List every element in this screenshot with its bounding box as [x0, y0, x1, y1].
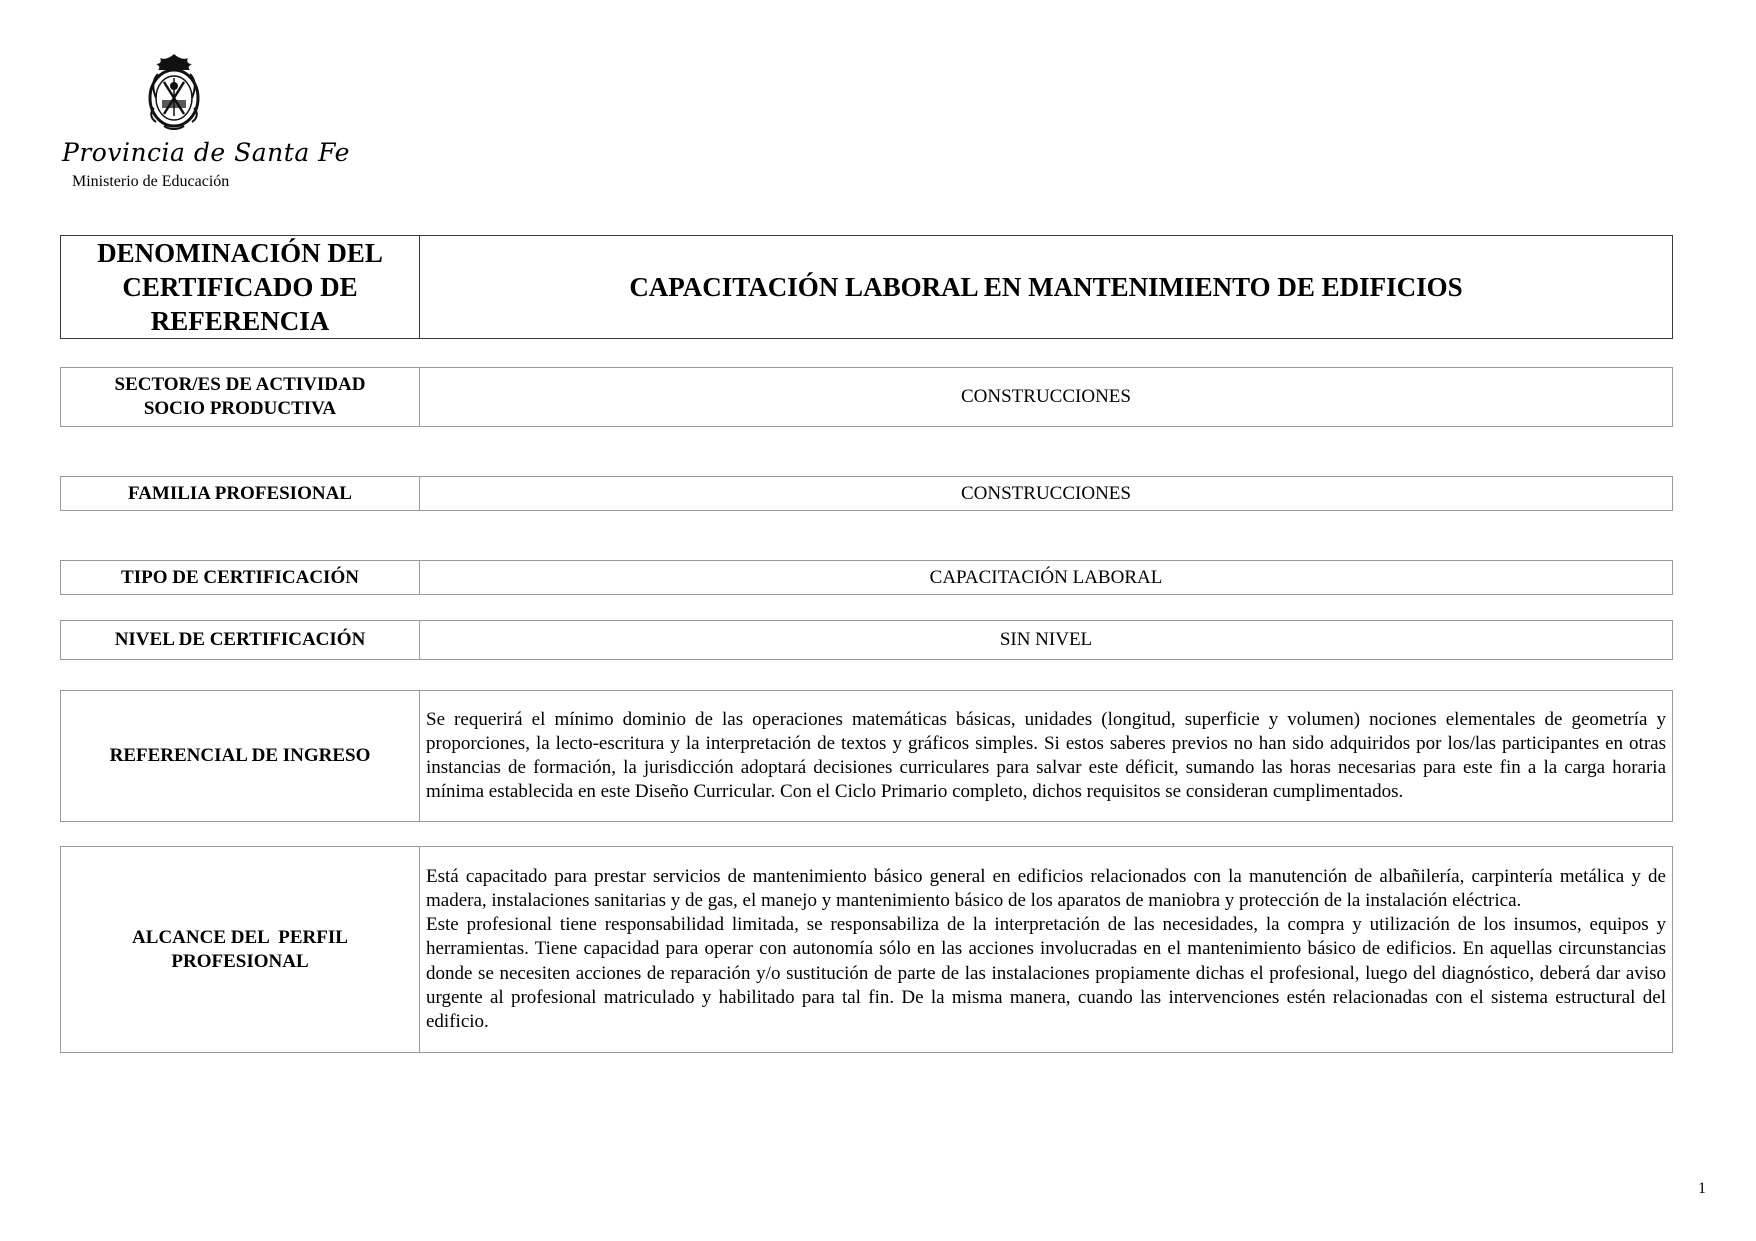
- certificate-name-value: CAPACITACIÓN LABORAL EN MANTENIMIENTO DE EDIFICIOS: [420, 236, 1673, 339]
- profile-scope-paragraph: Este profesional tiene responsabilidad limitada, se responsabiliza de la interpretación de las necesidades, la compra y utilización de los insumos, equipos y herramientas. Tiene capacidad para operar con autonomía sólo en las acciones involucradas en el mantenimiento básico de edificios. En aquellas circunstancias donde se necesiten acciones de reparación y/o sustitución de parte de las instalaciones propiamente dichas el profesional, luego del diagnóstico, deberá dar aviso urgente al profesional matriculado y habilitado para tal fin. De la misma manera, cuando las intervenciones estén relacionadas con el sistema estructural del edificio.: [426, 914, 1666, 1032]
- family-table: [60, 476, 1673, 511]
- certification-type-label: TIPO DE CERTIFICACIÓN: [61, 561, 420, 595]
- profile-scope-text: [420, 847, 1673, 1053]
- provincial-crest-icon: [142, 52, 206, 132]
- entry-requirements-text: Se requerirá el mínimo dominio de las operaciones matemáticas básicas, unidades (longitud, superficie y volumen) nociones elementales de geometría y proporciones, la lecto-escritura y la interpretación de textos y gráficos simples. Si estos saberes previos no han sido adquiridos por los/las participantes en otras instancias de formación, la jurisdicción adoptará decisiones curriculares para salvar este déficit, sumando las horas necesarias para este fin a la carga horaria mínima establecida en este Diseño Curricular. Con el Ciclo Primario completo, dichos requisitos se consideran cumplimentados.: [420, 691, 1673, 822]
- certification-type-value: CAPACITACIÓN LABORAL: [420, 561, 1673, 595]
- sector-table: [60, 367, 1673, 427]
- family-value: CONSTRUCCIONES: [420, 477, 1673, 511]
- certificate-name-table: [60, 235, 1673, 339]
- sector-value: CONSTRUCCIONES: [420, 368, 1673, 427]
- profile-scope-label: ALCANCE DEL PERFIL PROFESIONAL: [61, 847, 420, 1053]
- certificate-name-label: DENOMINACIÓN DEL CERTIFICADO DE REFERENCIA: [61, 236, 420, 339]
- certification-level-label: NIVEL DE CERTIFICACIÓN: [61, 621, 420, 660]
- certification-level-value: SIN NIVEL: [420, 621, 1673, 660]
- ministry-name: Ministerio de Educación: [72, 173, 230, 190]
- page-number: 1: [1698, 1180, 1706, 1197]
- certification-type-table: [60, 560, 1673, 595]
- entry-requirements-label: REFERENCIAL DE INGRESO: [61, 691, 420, 822]
- profile-scope-paragraph: Está capacitado para prestar servicios de mantenimiento básico general en edificios relacionados con la manutención de albañilería, carpintería metálica y de madera, instalaciones sanitarias y de gas, el manejo y mantenimiento básico de los aparatos de maniobra y protección de la instalación eléctrica.: [426, 865, 1666, 911]
- family-label: FAMILIA PROFESIONAL: [61, 477, 420, 511]
- entry-requirements-table: [60, 690, 1673, 822]
- profile-scope-table: [60, 846, 1673, 1053]
- certification-level-table: [60, 620, 1673, 660]
- sector-label: SECTOR/ES DE ACTIVIDAD SOCIO PRODUCTIVA: [61, 368, 420, 427]
- province-name: Provincia de Santa Fe: [62, 138, 350, 167]
- letterhead: [58, 52, 350, 202]
